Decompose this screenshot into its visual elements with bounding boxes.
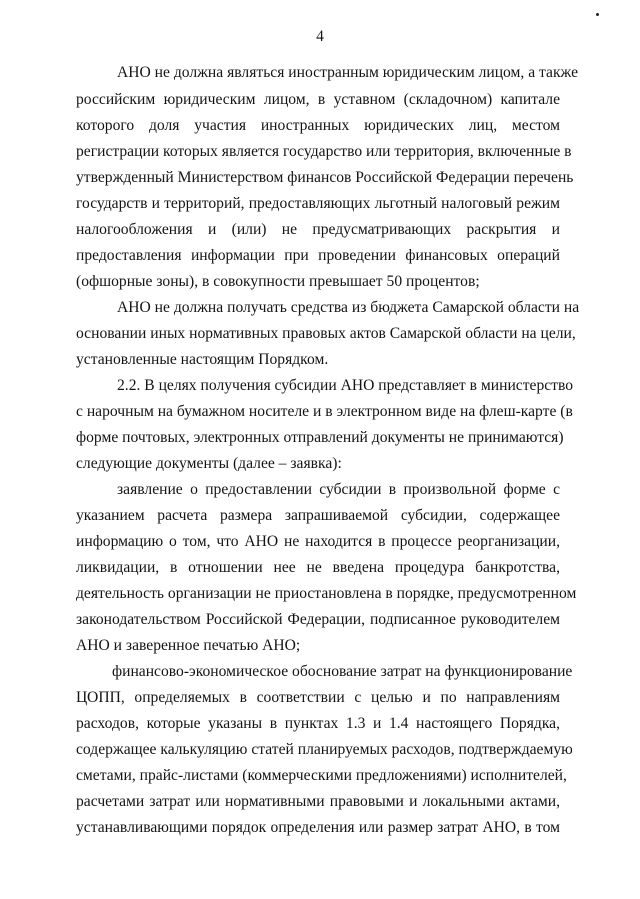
scan-speck [596,13,599,16]
text-line: законодательством Российской Федерации, подписанное руководителем [76,611,560,628]
text-line: расчетами затрат или нормативными правовыми и локальными актами, [76,793,560,810]
text-line: налогообложения и (или) не предусматривающих раскрытия и [76,221,560,238]
text-line: ликвидации, в отношении нее не введена процедура банкротства, [76,559,560,576]
text-line: информацию о том, что АНО не находится в процессе реорганизации, [76,533,560,550]
text-line: содержащее калькуляцию статей планируемых расходов, подтверждаемую [76,741,573,758]
text-line: расходов, которые указаны в пунктах 1.3 и 1.4 настоящего Порядка, [76,715,560,732]
text-line: регистрации которых является государство или территория, включенные в [76,143,572,160]
text-line: которого доля участия иностранных юридических лиц, местом [76,117,560,134]
text-line: сметами, прайс-листами (коммерческими предложениями) исполнителей, [76,767,567,784]
text-line: государств и территорий, предоставляющих льготный налоговый режим [76,195,560,212]
text-line: деятельность организации не приостановлена в порядке, предусмотренном [76,585,577,602]
text-line: с нарочным на бумажном носителе и в электронном виде на флеш-карте (в [76,403,573,420]
text-line: основании иных нормативных правовых актов Самарской области на цели, [76,325,576,342]
text-line: утвержденный Министерством финансов Российской Федерации перечень [76,169,574,186]
text-line: предоставления информации при проведении финансовых операций [76,247,560,264]
text-line: российским юридическим лицом, в уставном (складочном) капитале [76,91,560,108]
text-line: АНО не должна получать средства из бюджета Самарской области на [117,299,580,316]
text-line: ЦОПП, определяемых в соответствии с целью и по направлениям [76,689,560,706]
text-line: (офшорные зоны), в совокупности превышает 50 процентов; [76,273,480,290]
text-line: установленные настоящим Порядком. [76,351,329,368]
page-number: 4 [316,28,324,45]
text-line: АНО не должна являться иностранным юридическим лицом, а также [117,64,579,81]
text-line: устанавливающими порядок определения или размер затрат АНО, в том [76,819,560,836]
text-line: 2.2. В целях получения субсидии АНО представляет в министерство [117,377,574,394]
text-line: АНО и заверенное печатью АНО; [76,637,301,654]
text-line: заявление о предоставлении субсидии в произвольной форме с [117,481,560,498]
text-line: следующие документы (далее – заявка): [76,455,342,472]
text-line: указанием расчета размера запрашиваемой субсидии, содержащее [76,507,560,524]
text-line: форме почтовых, электронных отправлений документы не принимаются) [76,429,564,446]
text-line: финансово-экономическое обоснование затрат на функционирование [112,663,573,680]
